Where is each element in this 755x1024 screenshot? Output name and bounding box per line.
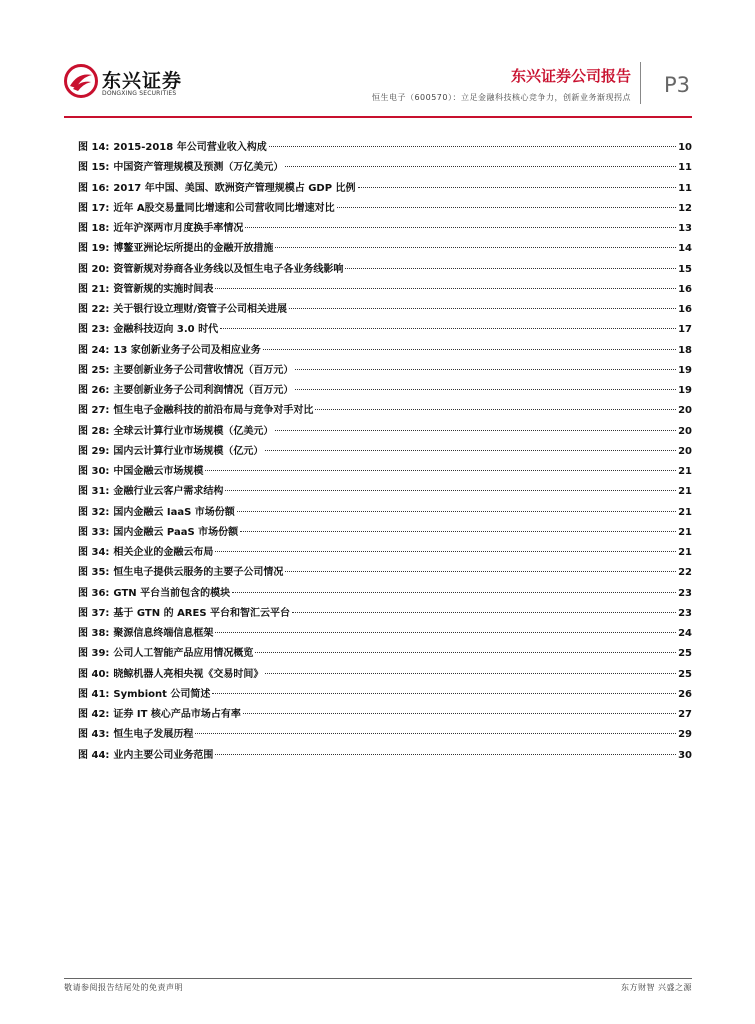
dongxing-logo-icon [64, 64, 98, 98]
toc-dot-leader [275, 247, 676, 248]
toc-dot-leader [243, 713, 676, 714]
toc-entry[interactable] [78, 381, 692, 401]
toc-figure-title: GTN 平台当前包含的模块 [113, 587, 231, 599]
toc-dot-leader [289, 308, 676, 309]
toc-page-number: 16 [678, 283, 692, 295]
toc-dot-leader [285, 166, 676, 167]
toc-figure-label: 图 15: [78, 162, 110, 174]
toc-entry[interactable] [78, 401, 692, 421]
toc-figure-label: 图 34: [78, 547, 110, 558]
toc-dot-leader [265, 450, 676, 451]
toc-page-number: 23 [678, 607, 692, 619]
page-number: P3 [664, 73, 691, 97]
toc-entry[interactable] [78, 624, 692, 644]
toc-figure-title: 公司人工智能产品应用情况概览 [113, 648, 254, 660]
toc-entry[interactable] [78, 341, 692, 361]
toc-entry[interactable] [78, 746, 692, 766]
toc-figure-title: 博鳌亚洲论坛所提出的金融开放措施 [113, 243, 274, 255]
toc-figure-title: 国内金融云 IaaS 市场份额 [113, 506, 235, 518]
toc-dot-leader [295, 389, 676, 390]
toc-page-number: 11 [678, 182, 692, 194]
toc-page-number: 21 [678, 486, 692, 498]
toc-entry[interactable] [78, 705, 692, 725]
toc-figure-label: 图 23: [78, 324, 110, 336]
footer-slogan: 东方财智 兴盛之源 [620, 983, 692, 992]
toc-dot-leader [275, 430, 676, 431]
toc-entry[interactable] [78, 462, 692, 482]
toc-figure-title: 中国金融云市场规模 [113, 466, 204, 477]
toc-page-number: 18 [678, 344, 692, 356]
toc-entry[interactable] [78, 179, 692, 199]
toc-figure-title: 资管新规的实施时间表 [113, 283, 214, 295]
toc-figure-title: 证券 IT 核心产品市场占有率 [113, 709, 241, 720]
toc-figure-label: 图 37: [78, 607, 110, 619]
toc-page-number: 20 [678, 445, 692, 457]
toc-figure-title: 金融科技迈向 3.0 时代 [113, 324, 219, 336]
toc-figure-title: 13 家创新业务子公司及相应业务 [113, 344, 261, 356]
report-header [0, 0, 755, 120]
toc-figure-label: 图 30: [78, 466, 110, 477]
toc-dot-leader [215, 632, 676, 633]
toc-figure-title: Symbiont 公司简述 [113, 688, 211, 700]
toc-page-number: 12 [678, 202, 692, 214]
logo-chinese-name: 东兴证券 [102, 70, 183, 92]
toc-entry[interactable] [78, 260, 692, 280]
toc-entry[interactable] [78, 219, 692, 239]
toc-dot-leader [265, 673, 676, 674]
toc-figure-label: 图 28: [78, 425, 110, 437]
toc-figure-label: 图 44: [78, 749, 110, 761]
toc-figure-label: 图 42: [78, 709, 110, 720]
toc-page-number: 24 [678, 628, 692, 639]
toc-dot-leader [358, 187, 677, 188]
toc-page-number: 17 [678, 324, 692, 336]
toc-figure-title: 业内主要公司业务范围 [113, 749, 214, 761]
toc-page-number: 14 [678, 243, 692, 255]
toc-entry[interactable] [78, 239, 692, 259]
toc-figure-title: 恒生电子金融科技的前沿布局与竞争对手对比 [113, 405, 314, 417]
toc-page-number: 19 [678, 385, 692, 396]
toc-page-number: 22 [678, 567, 692, 579]
toc-figure-title: 关于银行设立理财/资管子公司相关进展 [113, 304, 288, 315]
toc-entry[interactable] [78, 604, 692, 624]
toc-entry[interactable] [78, 300, 692, 320]
figure-index-list [78, 138, 692, 766]
toc-entry[interactable] [78, 442, 692, 462]
toc-page-number: 23 [678, 587, 692, 599]
toc-figure-label: 图 40: [78, 668, 110, 680]
toc-page-number: 19 [678, 364, 692, 376]
toc-dot-leader [315, 409, 676, 410]
toc-page-number: 11 [678, 162, 692, 174]
toc-figure-title: 2017 年中国、美国、欧洲资产管理规模占 GDP 比例 [113, 182, 356, 194]
toc-entry[interactable] [78, 280, 692, 300]
toc-figure-title: 国内金融云 PaaS 市场份额 [113, 526, 239, 538]
toc-figure-label: 图 32: [78, 506, 110, 518]
toc-page-number: 26 [678, 688, 692, 700]
toc-dot-leader [212, 693, 676, 694]
toc-page-number: 21 [678, 506, 692, 518]
toc-figure-label: 图 25: [78, 364, 110, 376]
toc-entry[interactable] [78, 584, 692, 604]
toc-figure-label: 图 24: [78, 344, 110, 356]
toc-figure-label: 图 18: [78, 223, 110, 234]
toc-figure-label: 图 16: [78, 182, 110, 194]
toc-figure-title: 恒生电子提供云服务的主要子公司情况 [113, 567, 284, 579]
toc-entry[interactable] [78, 138, 692, 158]
header-divider [640, 62, 641, 104]
toc-dot-leader [237, 511, 676, 512]
toc-figure-label: 图 26: [78, 385, 110, 396]
toc-figure-title: 国内云计算行业市场规模（亿元） [113, 445, 264, 457]
logo-english-name: DONGXING SECURITIES [102, 90, 177, 97]
toc-dot-leader [345, 268, 676, 269]
toc-dot-leader [215, 754, 676, 755]
toc-figure-title: 资管新规对券商各业务线以及恒生电子各业务线影响 [113, 263, 344, 275]
toc-page-number: 21 [678, 466, 692, 477]
toc-figure-label: 图 14: [78, 142, 110, 153]
toc-entry[interactable] [78, 361, 692, 381]
toc-dot-leader [205, 470, 676, 471]
header-rule [64, 116, 692, 118]
toc-figure-label: 图 19: [78, 243, 110, 255]
toc-figure-title: 主要创新业务子公司营收情况（百万元） [113, 364, 294, 376]
toc-figure-title: 金融行业云客户需求结构 [113, 486, 224, 498]
footer-rule [64, 978, 692, 979]
toc-figure-label: 图 38: [78, 628, 110, 639]
toc-dot-leader [269, 146, 676, 147]
toc-entry[interactable] [78, 482, 692, 502]
toc-dot-leader [215, 551, 676, 552]
toc-figure-label: 图 27: [78, 405, 110, 417]
toc-page-number: 20 [678, 425, 692, 437]
toc-page-number: 29 [678, 729, 692, 741]
toc-figure-label: 图 43: [78, 729, 110, 741]
toc-figure-title: 近年 A股交易量同比增速和公司营收同比增速对比 [113, 202, 335, 214]
toc-figure-label: 图 17: [78, 202, 110, 214]
toc-entry[interactable] [78, 665, 692, 685]
toc-figure-label: 图 29: [78, 445, 110, 457]
footer-disclaimer: 敬请参阅报告结尾处的免责声明 [64, 983, 183, 992]
toc-dot-leader [240, 531, 676, 532]
toc-figure-title: 相关企业的金融云布局 [113, 547, 214, 558]
toc-figure-title: 近年沪深两市月度换手率情况 [113, 223, 244, 234]
toc-dot-leader [232, 592, 676, 593]
toc-entry[interactable] [78, 523, 692, 543]
company-logo [64, 64, 224, 104]
toc-figure-label: 图 35: [78, 567, 110, 579]
toc-entry[interactable] [78, 422, 692, 442]
toc-dot-leader [195, 733, 676, 734]
toc-page-number: 13 [678, 223, 692, 234]
toc-entry[interactable] [78, 644, 692, 664]
toc-figure-title: 全球云计算行业市场规模（亿美元） [113, 425, 274, 437]
toc-figure-title: 恒生电子发展历程 [113, 729, 194, 741]
toc-dot-leader [292, 612, 676, 613]
toc-figure-title: 聚源信息终端信息框架 [113, 628, 214, 639]
toc-page-number: 21 [678, 547, 692, 558]
toc-figure-label: 图 21: [78, 283, 110, 295]
toc-dot-leader [220, 328, 676, 329]
toc-figure-label: 图 36: [78, 587, 110, 599]
toc-entry[interactable] [78, 563, 692, 583]
toc-figure-title: 2015-2018 年公司营业收入构成 [113, 142, 267, 153]
toc-page-number: 25 [678, 668, 692, 680]
toc-figure-label: 图 41: [78, 688, 110, 700]
toc-figure-title: 中国资产管理规模及预测（万亿美元） [113, 162, 284, 174]
toc-page-number: 16 [678, 304, 692, 315]
toc-entry[interactable] [78, 685, 692, 705]
toc-page-number: 10 [678, 142, 692, 153]
toc-figure-title: 晓鲸机器人亮相央视《交易时间》 [113, 668, 264, 680]
toc-dot-leader [263, 349, 676, 350]
toc-dot-leader [337, 207, 676, 208]
toc-page-number: 21 [678, 526, 692, 538]
toc-figure-label: 图 39: [78, 648, 110, 660]
toc-entry[interactable] [78, 543, 692, 563]
toc-page-number: 20 [678, 405, 692, 417]
toc-page-number: 15 [678, 263, 692, 275]
report-subtitle: 恒生电子（600570）：立足金融科技核心竞争力，创新业务渐现拐点 [371, 93, 631, 102]
toc-figure-label: 图 20: [78, 263, 110, 275]
toc-dot-leader [225, 490, 676, 491]
toc-figure-label: 图 31: [78, 486, 110, 498]
report-brand-title: 东兴证券公司报告 [510, 67, 631, 85]
toc-page-number: 27 [678, 709, 692, 720]
toc-dot-leader [255, 652, 676, 653]
toc-figure-label: 图 33: [78, 526, 110, 538]
toc-page-number: 30 [678, 749, 692, 761]
toc-entry[interactable] [78, 158, 692, 178]
toc-figure-title: 主要创新业务子公司利润情况（百万元） [113, 385, 294, 396]
toc-entry[interactable] [78, 725, 692, 745]
toc-page-number: 25 [678, 648, 692, 660]
toc-entry[interactable] [78, 320, 692, 340]
toc-entry[interactable] [78, 503, 692, 523]
toc-figure-title: 基于 GTN 的 ARES 平台和智汇云平台 [113, 607, 291, 619]
toc-figure-label: 图 22: [78, 304, 110, 315]
toc-dot-leader [215, 288, 676, 289]
toc-dot-leader [285, 571, 676, 572]
toc-dot-leader [295, 369, 676, 370]
toc-dot-leader [245, 227, 676, 228]
toc-entry[interactable] [78, 199, 692, 219]
